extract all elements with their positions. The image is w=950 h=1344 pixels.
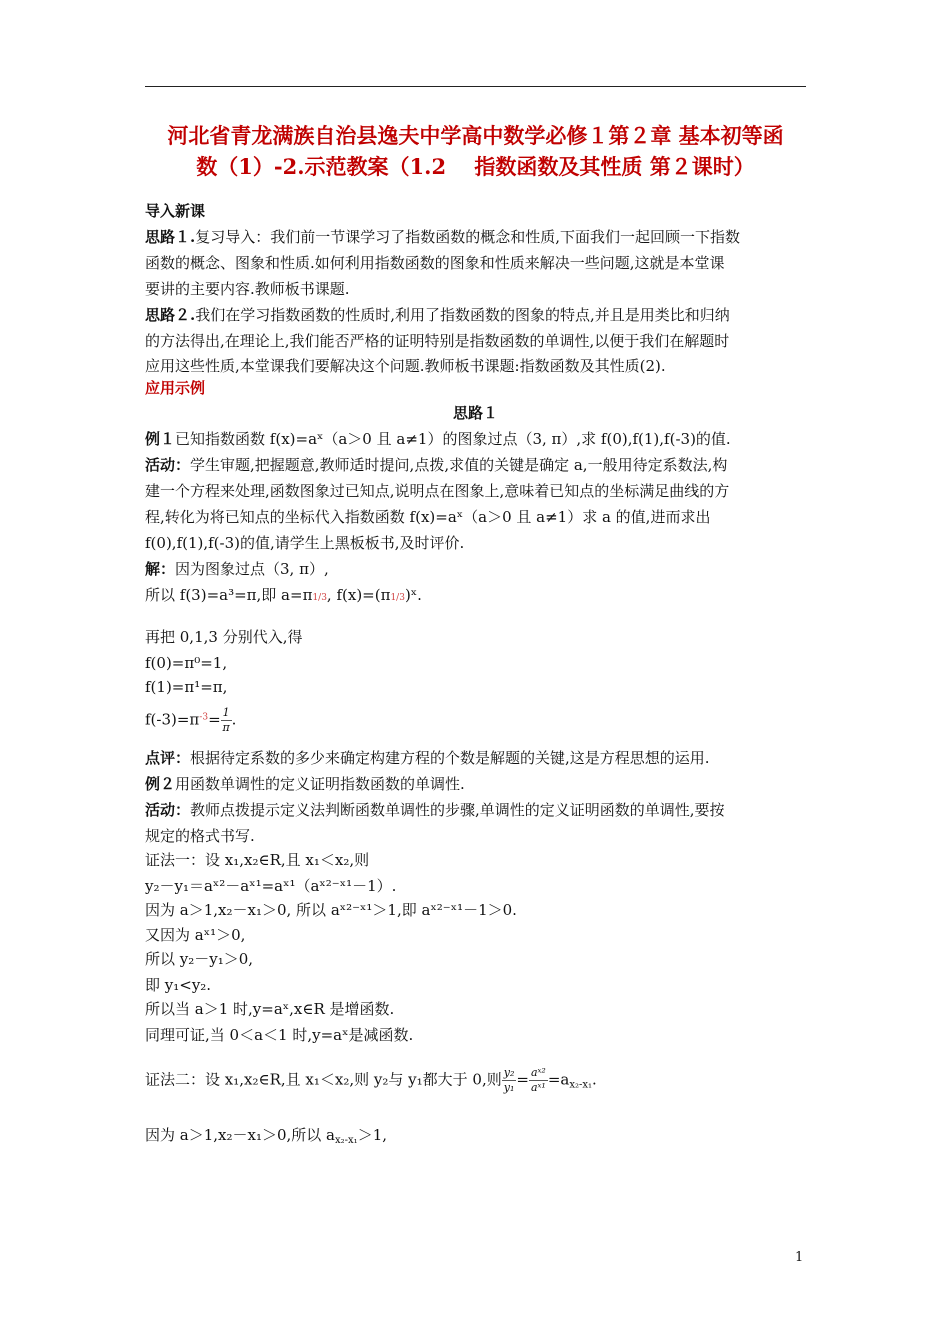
fraction-denominator: π	[222, 721, 230, 734]
a-ratio-numerator: aˣ²	[530, 1066, 546, 1079]
activity-label: 活动：	[145, 456, 191, 474]
idea1-line-2: 函数的概念、图象和性质.如何利用指数函数的图象和性质来解决一些问题,这就是本堂课	[145, 254, 725, 272]
solution-line-4: f(0)=π⁰=1,	[145, 654, 228, 672]
y-ratio-fraction	[502, 1066, 517, 1095]
example1-activity-line-1	[145, 456, 825, 475]
solution-text-2b: , f(x)=(π	[326, 586, 391, 604]
method1-line-2: y₂－y₁＝aˣ²－aˣ¹=aˣ¹（aˣ²⁻ˣ¹－1）.	[145, 877, 397, 895]
solution-text-2c: )ˣ.	[404, 586, 422, 604]
solution-line-5: f(1)=π¹=π,	[145, 678, 228, 696]
fraction-numerator: 1	[222, 706, 230, 719]
review-label: 点评：	[145, 749, 191, 767]
idea2-line-1	[145, 306, 825, 325]
idea1-label: 思路１.	[145, 228, 196, 246]
idea2-text-1: 我们在学习指数函数的性质时,利用了指数函数的图象的特点,并且是用类比和归纳	[195, 306, 730, 324]
example1-activity-line-2: 建一个方程来处理,函数图象过已知点,说明点在图象上,意味着已知点的坐标满足曲线的方	[145, 482, 730, 500]
method2-exponent-1: x₂-x₁	[569, 1079, 593, 1091]
solution-text-6b: =	[208, 710, 221, 729]
method1-line-4: 又因为 aˣ¹＞0,	[145, 926, 246, 944]
example2-activity-line-2: 规定的格式书写.	[145, 827, 255, 845]
method2-text-2b: ＞1,	[357, 1126, 387, 1144]
method1-line-6: 即 y₁<y₂.	[145, 976, 212, 994]
example2-label: 例２	[145, 775, 176, 793]
example1-activity-line-3: 程,转化为将已知点的坐标代入指数函数 f(x)=aˣ（a＞0 且 a≠1）求 a 的值,进而求出	[145, 508, 711, 526]
method2-line-1	[145, 1066, 825, 1095]
solution-line-3: 再把 0,1,3 分别代入,得	[145, 628, 303, 646]
a-ratio-fraction	[529, 1066, 548, 1095]
method2-text-2a: 因为 a＞1,x₂－x₁＞0,所以 a	[145, 1126, 335, 1144]
negative-exponent: -3	[199, 712, 209, 723]
method2-text-1b: =a	[547, 1070, 570, 1089]
method2-exponent-2: x₂-x₁	[335, 1135, 358, 1146]
page-title	[145, 120, 806, 182]
y-ratio-denominator: y₁	[503, 1081, 515, 1094]
title-line-2: 数（1）-2.示范教案（1.2 指数函数及其性质 第２课时）	[196, 154, 755, 179]
solution-line-2	[145, 586, 825, 608]
method1-line-5: 所以 y₂－y₁＞0,	[145, 950, 254, 968]
method2-line-2	[145, 1126, 825, 1150]
method2-text-1a: 证法二：设 x₁,x₂∈R,且 x₁＜x₂,则 y₂与 y₁都大于 0,则	[145, 1070, 502, 1089]
method2-text-1c: .	[592, 1070, 597, 1089]
method2-equals: =	[516, 1070, 529, 1089]
applications-heading: 应用示例	[145, 379, 206, 397]
y-ratio-numerator: y₂	[503, 1066, 515, 1079]
solution-text-2a: 所以 f(3)=a³=π,即 a=π	[145, 586, 313, 604]
idea1-line-3: 要讲的主要内容.教师板书课题.	[145, 280, 350, 298]
method1-line-3: 因为 a＞1,x₂－x₁＞0, 所以 aˣ²⁻ˣ¹＞1,即 aˣ²⁻ˣ¹－1＞0.	[145, 901, 517, 919]
exponent-fraction-2: 1/3	[390, 593, 405, 603]
method1-line-1: 证法一：设 x₁,x₂∈R,且 x₁＜x₂,则	[145, 851, 370, 869]
example2-statement	[145, 775, 825, 794]
idea-sub-heading: 思路１	[452, 404, 498, 422]
header-rule	[145, 86, 806, 87]
example1-activity-text-1: 学生审题,把握题意,教师适时提问,点拨,求值的关键是确定 a,一般用待定系数法,构	[190, 456, 728, 474]
idea2-line-3: 应用这些性质,本堂课我们要解决这个问题.教师板书课题:指数函数及其性质(2).	[145, 357, 666, 375]
solution-line-6: $f(-3)=\pi^{-3}=$ $\frac{1}{\pi}$ .	[145, 706, 237, 734]
idea1-line-1	[145, 228, 825, 247]
idea1-text-1: 复习导入：我们前一节课学习了指数函数的概念和性质,下面我们一起回顾一下指数	[195, 228, 741, 246]
a-ratio-denominator: aˣ¹	[530, 1081, 546, 1094]
title-line-1: 河北省青龙满族自治县逸夫中学高中数学必修１第２章 基本初等函	[167, 123, 784, 148]
page-number: 1	[795, 1250, 804, 1265]
solution-text-1: 因为图象过点（3, π）,	[175, 560, 329, 578]
example1-label: 例１	[145, 430, 176, 448]
solution-label: 解：	[145, 560, 176, 578]
example2-text: 用函数单调性的定义证明指数函数的单调性.	[175, 775, 465, 793]
example1-statement	[145, 430, 825, 449]
activity-label-2: 活动：	[145, 801, 191, 819]
method1-line-7: 所以当 a＞1 时,y=aˣ,x∈R 是增函数.	[145, 1000, 395, 1018]
idea2-line-2: 的方法得出,在理论上,我们能否严格的证明特别是指数函数的单调性,以便于我们在解题时	[145, 332, 730, 350]
solution-line-1	[145, 560, 825, 579]
one-over-pi-fraction	[221, 706, 232, 735]
exponent-fraction-1: 1/3	[312, 593, 327, 603]
review-text: 根据待定系数的多少来确定构建方程的个数是解题的关键,这是方程思想的运用.	[190, 749, 710, 767]
example2-activity-text-1: 教师点拨提示定义法判断函数单调性的步骤,单调性的定义证明函数的单调性,要按	[190, 801, 725, 819]
example1-text: 已知指数函数 f(x)=aˣ（a＞0 且 a≠1）的图象过点（3, π）,求 f(0),f(1),f(-3)的值.	[175, 430, 731, 448]
review-line	[145, 749, 825, 768]
solution-text-6a: f(-3)=π	[145, 710, 200, 729]
method1-line-8: 同理可证,当 0＜a＜1 时,y=aˣ是减函数.	[145, 1026, 414, 1044]
example2-activity-line-1	[145, 801, 825, 820]
idea2-label: 思路２.	[145, 306, 196, 324]
intro-heading: 导入新课	[145, 202, 206, 220]
example1-activity-line-4: f(0),f(1),f(-3)的值,请学生上黑板板书,及时评价.	[145, 534, 465, 552]
